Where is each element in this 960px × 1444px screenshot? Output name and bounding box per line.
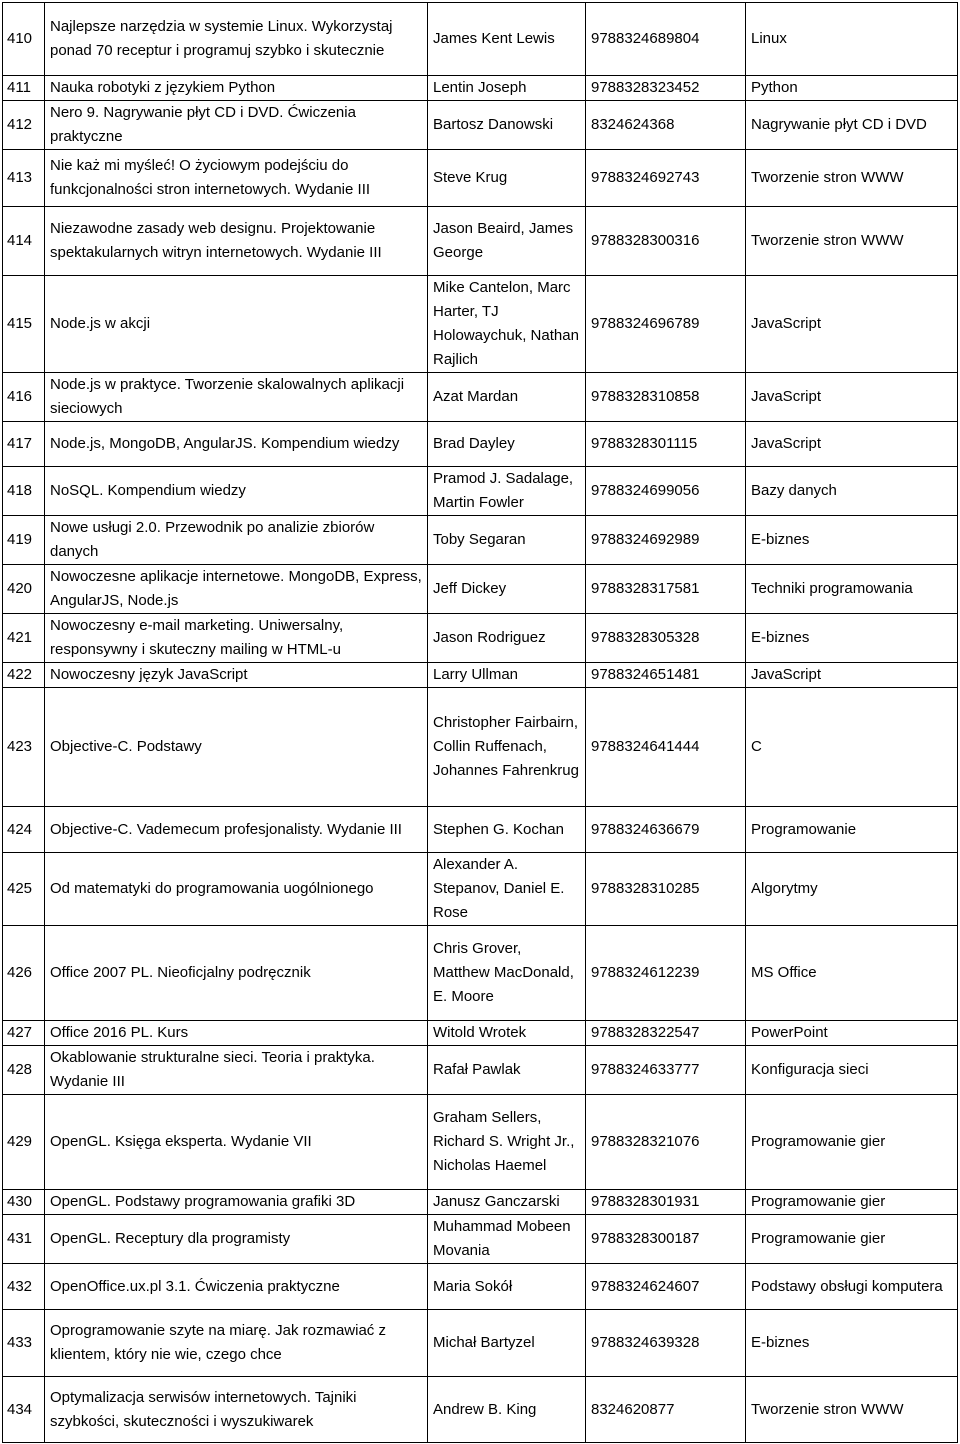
book-author: Stephen G. Kochan [428, 807, 586, 853]
table-row [3, 614, 958, 663]
book-title: Nauka robotyki z językiem Python [45, 76, 428, 101]
table-row [3, 1021, 958, 1046]
book-isbn: 9788328300316 [586, 207, 746, 276]
table-row [3, 1190, 958, 1215]
book-number: 427 [3, 1021, 45, 1046]
book-category: JavaScript [746, 663, 958, 688]
book-author: Maria Sokół [428, 1264, 586, 1310]
book-number: 421 [3, 614, 45, 663]
book-title: Office 2007 PL. Nieoficjalny podręcznik [45, 926, 428, 1021]
book-title: Optymalizacja serwisów internetowych. Tajniki szybkości, skuteczności i wyszukiwarek [45, 1377, 428, 1443]
book-number: 414 [3, 207, 45, 276]
book-number: 412 [3, 101, 45, 150]
book-number: 423 [3, 688, 45, 807]
book-isbn: 9788328321076 [586, 1095, 746, 1190]
book-category: E-biznes [746, 614, 958, 663]
table-row [3, 516, 958, 565]
book-title: Nero 9. Nagrywanie płyt CD i DVD. Ćwiczenia praktyczne [45, 101, 428, 150]
book-isbn: 9788328317581 [586, 565, 746, 614]
book-title: Nowoczesny e-mail marketing. Uniwersalny, responsywny i skuteczny mailing w HTML-u [45, 614, 428, 663]
book-title: Nie każ mi myśleć! O życiowym podejściu do funkcjonalności stron internetowych. Wydanie III [45, 150, 428, 207]
book-number: 411 [3, 76, 45, 101]
table-row [3, 101, 958, 150]
table-row [3, 422, 958, 467]
book-isbn: 9788328305328 [586, 614, 746, 663]
book-category: JavaScript [746, 276, 958, 373]
book-isbn: 9788324639328 [586, 1310, 746, 1377]
book-title: Objective-C. Vademecum profesjonalisty. Wydanie III [45, 807, 428, 853]
table-row [3, 1095, 958, 1190]
book-number: 422 [3, 663, 45, 688]
book-isbn: 9788324692989 [586, 516, 746, 565]
book-author: Chris Grover, Matthew MacDonald, E. Moore [428, 926, 586, 1021]
table-row [3, 1215, 958, 1264]
book-number: 425 [3, 853, 45, 926]
book-title: Najlepsze narzędzia w systemie Linux. Wykorzystaj ponad 70 receptur i programuj szybko i skutecznie [45, 3, 428, 76]
book-author: Graham Sellers, Richard S. Wright Jr., Nicholas Haemel [428, 1095, 586, 1190]
book-author: Mike Cantelon, Marc Harter, TJ Holowaychuk, Nathan Rajlich [428, 276, 586, 373]
book-number: 416 [3, 373, 45, 422]
book-isbn: 9788328300187 [586, 1215, 746, 1264]
book-title: OpenGL. Podstawy programowania grafiki 3D [45, 1190, 428, 1215]
book-author: Christopher Fairbairn, Collin Ruffenach, Johannes Fahrenkrug [428, 688, 586, 807]
table-row [3, 207, 958, 276]
book-category: Bazy danych [746, 467, 958, 516]
book-isbn: 9788328301931 [586, 1190, 746, 1215]
book-number: 430 [3, 1190, 45, 1215]
book-title: Oprogramowanie szyte na miarę. Jak rozmawiać z klientem, który nie wie, czego chce [45, 1310, 428, 1377]
book-isbn: 9788324689804 [586, 3, 746, 76]
book-category: Nagrywanie płyt CD i DVD [746, 101, 958, 150]
book-isbn: 9788324612239 [586, 926, 746, 1021]
table-row [3, 467, 958, 516]
table-row [3, 807, 958, 853]
book-number: 415 [3, 276, 45, 373]
book-title: NoSQL. Kompendium wiedzy [45, 467, 428, 516]
book-author: James Kent Lewis [428, 3, 586, 76]
table-row [3, 688, 958, 807]
book-category: Python [746, 76, 958, 101]
book-category: Algorytmy [746, 853, 958, 926]
book-category: C [746, 688, 958, 807]
book-isbn: 8324620877 [586, 1377, 746, 1443]
book-category: E-biznes [746, 516, 958, 565]
book-category: MS Office [746, 926, 958, 1021]
book-author: Michał Bartyzel [428, 1310, 586, 1377]
book-isbn: 9788328310285 [586, 853, 746, 926]
book-author: Alexander A. Stepanov, Daniel E. Rose [428, 853, 586, 926]
book-number: 424 [3, 807, 45, 853]
table-row [3, 150, 958, 207]
book-author: Rafał Pawlak [428, 1046, 586, 1095]
book-title: Niezawodne zasady web designu. Projektowanie spektakularnych witryn internetowych. Wydanie III [45, 207, 428, 276]
table-row [3, 926, 958, 1021]
book-category: Programowanie [746, 807, 958, 853]
book-number: 431 [3, 1215, 45, 1264]
book-category: Tworzenie stron WWW [746, 1377, 958, 1443]
book-author: Toby Segaran [428, 516, 586, 565]
table-row [3, 373, 958, 422]
book-isbn: 9788324624607 [586, 1264, 746, 1310]
book-title: Office 2016 PL. Kurs [45, 1021, 428, 1046]
book-isbn: 9788324636679 [586, 807, 746, 853]
book-author: Steve Krug [428, 150, 586, 207]
books-table [2, 2, 958, 1443]
book-author: Brad Dayley [428, 422, 586, 467]
book-title: Nowoczesny język JavaScript [45, 663, 428, 688]
book-isbn: 9788324651481 [586, 663, 746, 688]
book-title: Od matematyki do programowania uogólnionego [45, 853, 428, 926]
book-category: Tworzenie stron WWW [746, 150, 958, 207]
book-category: Programowanie gier [746, 1190, 958, 1215]
book-author: Larry Ullman [428, 663, 586, 688]
book-title: Objective-C. Podstawy [45, 688, 428, 807]
book-title: Nowe usługi 2.0. Przewodnik po analizie zbiorów danych [45, 516, 428, 565]
book-author: Azat Mardan [428, 373, 586, 422]
book-number: 428 [3, 1046, 45, 1095]
book-number: 432 [3, 1264, 45, 1310]
book-author: Lentin Joseph [428, 76, 586, 101]
table-row [3, 663, 958, 688]
book-category: Konfiguracja sieci [746, 1046, 958, 1095]
book-isbn: 9788324641444 [586, 688, 746, 807]
table-row [3, 1264, 958, 1310]
book-category: Techniki programowania [746, 565, 958, 614]
book-category: Programowanie gier [746, 1215, 958, 1264]
table-row [3, 853, 958, 926]
table-row [3, 1377, 958, 1443]
book-category: JavaScript [746, 373, 958, 422]
book-isbn: 9788328323452 [586, 76, 746, 101]
book-category: Programowanie gier [746, 1095, 958, 1190]
book-author: Muhammad Mobeen Movania [428, 1215, 586, 1264]
book-number: 426 [3, 926, 45, 1021]
table-row [3, 3, 958, 76]
book-author: Andrew B. King [428, 1377, 586, 1443]
book-number: 410 [3, 3, 45, 76]
book-author: Pramod J. Sadalage, Martin Fowler [428, 467, 586, 516]
book-isbn: 8324624368 [586, 101, 746, 150]
book-author: Bartosz Danowski [428, 101, 586, 150]
book-isbn: 9788328310858 [586, 373, 746, 422]
book-author: Jeff Dickey [428, 565, 586, 614]
table-row [3, 1046, 958, 1095]
book-number: 433 [3, 1310, 45, 1377]
book-isbn: 9788324699056 [586, 467, 746, 516]
table-row [3, 1310, 958, 1377]
book-isbn: 9788328322547 [586, 1021, 746, 1046]
book-title: Node.js, MongoDB, AngularJS. Kompendium wiedzy [45, 422, 428, 467]
table-row [3, 76, 958, 101]
book-title: OpenGL. Księga eksperta. Wydanie VII [45, 1095, 428, 1190]
book-category: Tworzenie stron WWW [746, 207, 958, 276]
book-isbn: 9788324696789 [586, 276, 746, 373]
book-number: 429 [3, 1095, 45, 1190]
book-title: Node.js w akcji [45, 276, 428, 373]
book-title: Okablowanie strukturalne sieci. Teoria i praktyka. Wydanie III [45, 1046, 428, 1095]
book-number: 420 [3, 565, 45, 614]
book-category: E-biznes [746, 1310, 958, 1377]
book-category: JavaScript [746, 422, 958, 467]
book-category: Podstawy obsługi komputera [746, 1264, 958, 1310]
book-author: Janusz Ganczarski [428, 1190, 586, 1215]
book-title: OpenOffice.ux.pl 3.1. Ćwiczenia praktyczne [45, 1264, 428, 1310]
book-isbn: 9788324633777 [586, 1046, 746, 1095]
book-isbn: 9788328301115 [586, 422, 746, 467]
table-row [3, 565, 958, 614]
book-number: 418 [3, 467, 45, 516]
book-title: Nowoczesne aplikacje internetowe. MongoDB, Express, AngularJS, Node.js [45, 565, 428, 614]
book-number: 413 [3, 150, 45, 207]
book-category: Linux [746, 3, 958, 76]
book-title: OpenGL. Receptury dla programisty [45, 1215, 428, 1264]
book-number: 417 [3, 422, 45, 467]
book-author: Jason Beaird, James George [428, 207, 586, 276]
book-title: Node.js w praktyce. Tworzenie skalowalnych aplikacji sieciowych [45, 373, 428, 422]
book-number: 419 [3, 516, 45, 565]
book-author: Jason Rodriguez [428, 614, 586, 663]
book-number: 434 [3, 1377, 45, 1443]
book-isbn: 9788324692743 [586, 150, 746, 207]
table-row [3, 276, 958, 373]
book-category: PowerPoint [746, 1021, 958, 1046]
book-author: Witold Wrotek [428, 1021, 586, 1046]
